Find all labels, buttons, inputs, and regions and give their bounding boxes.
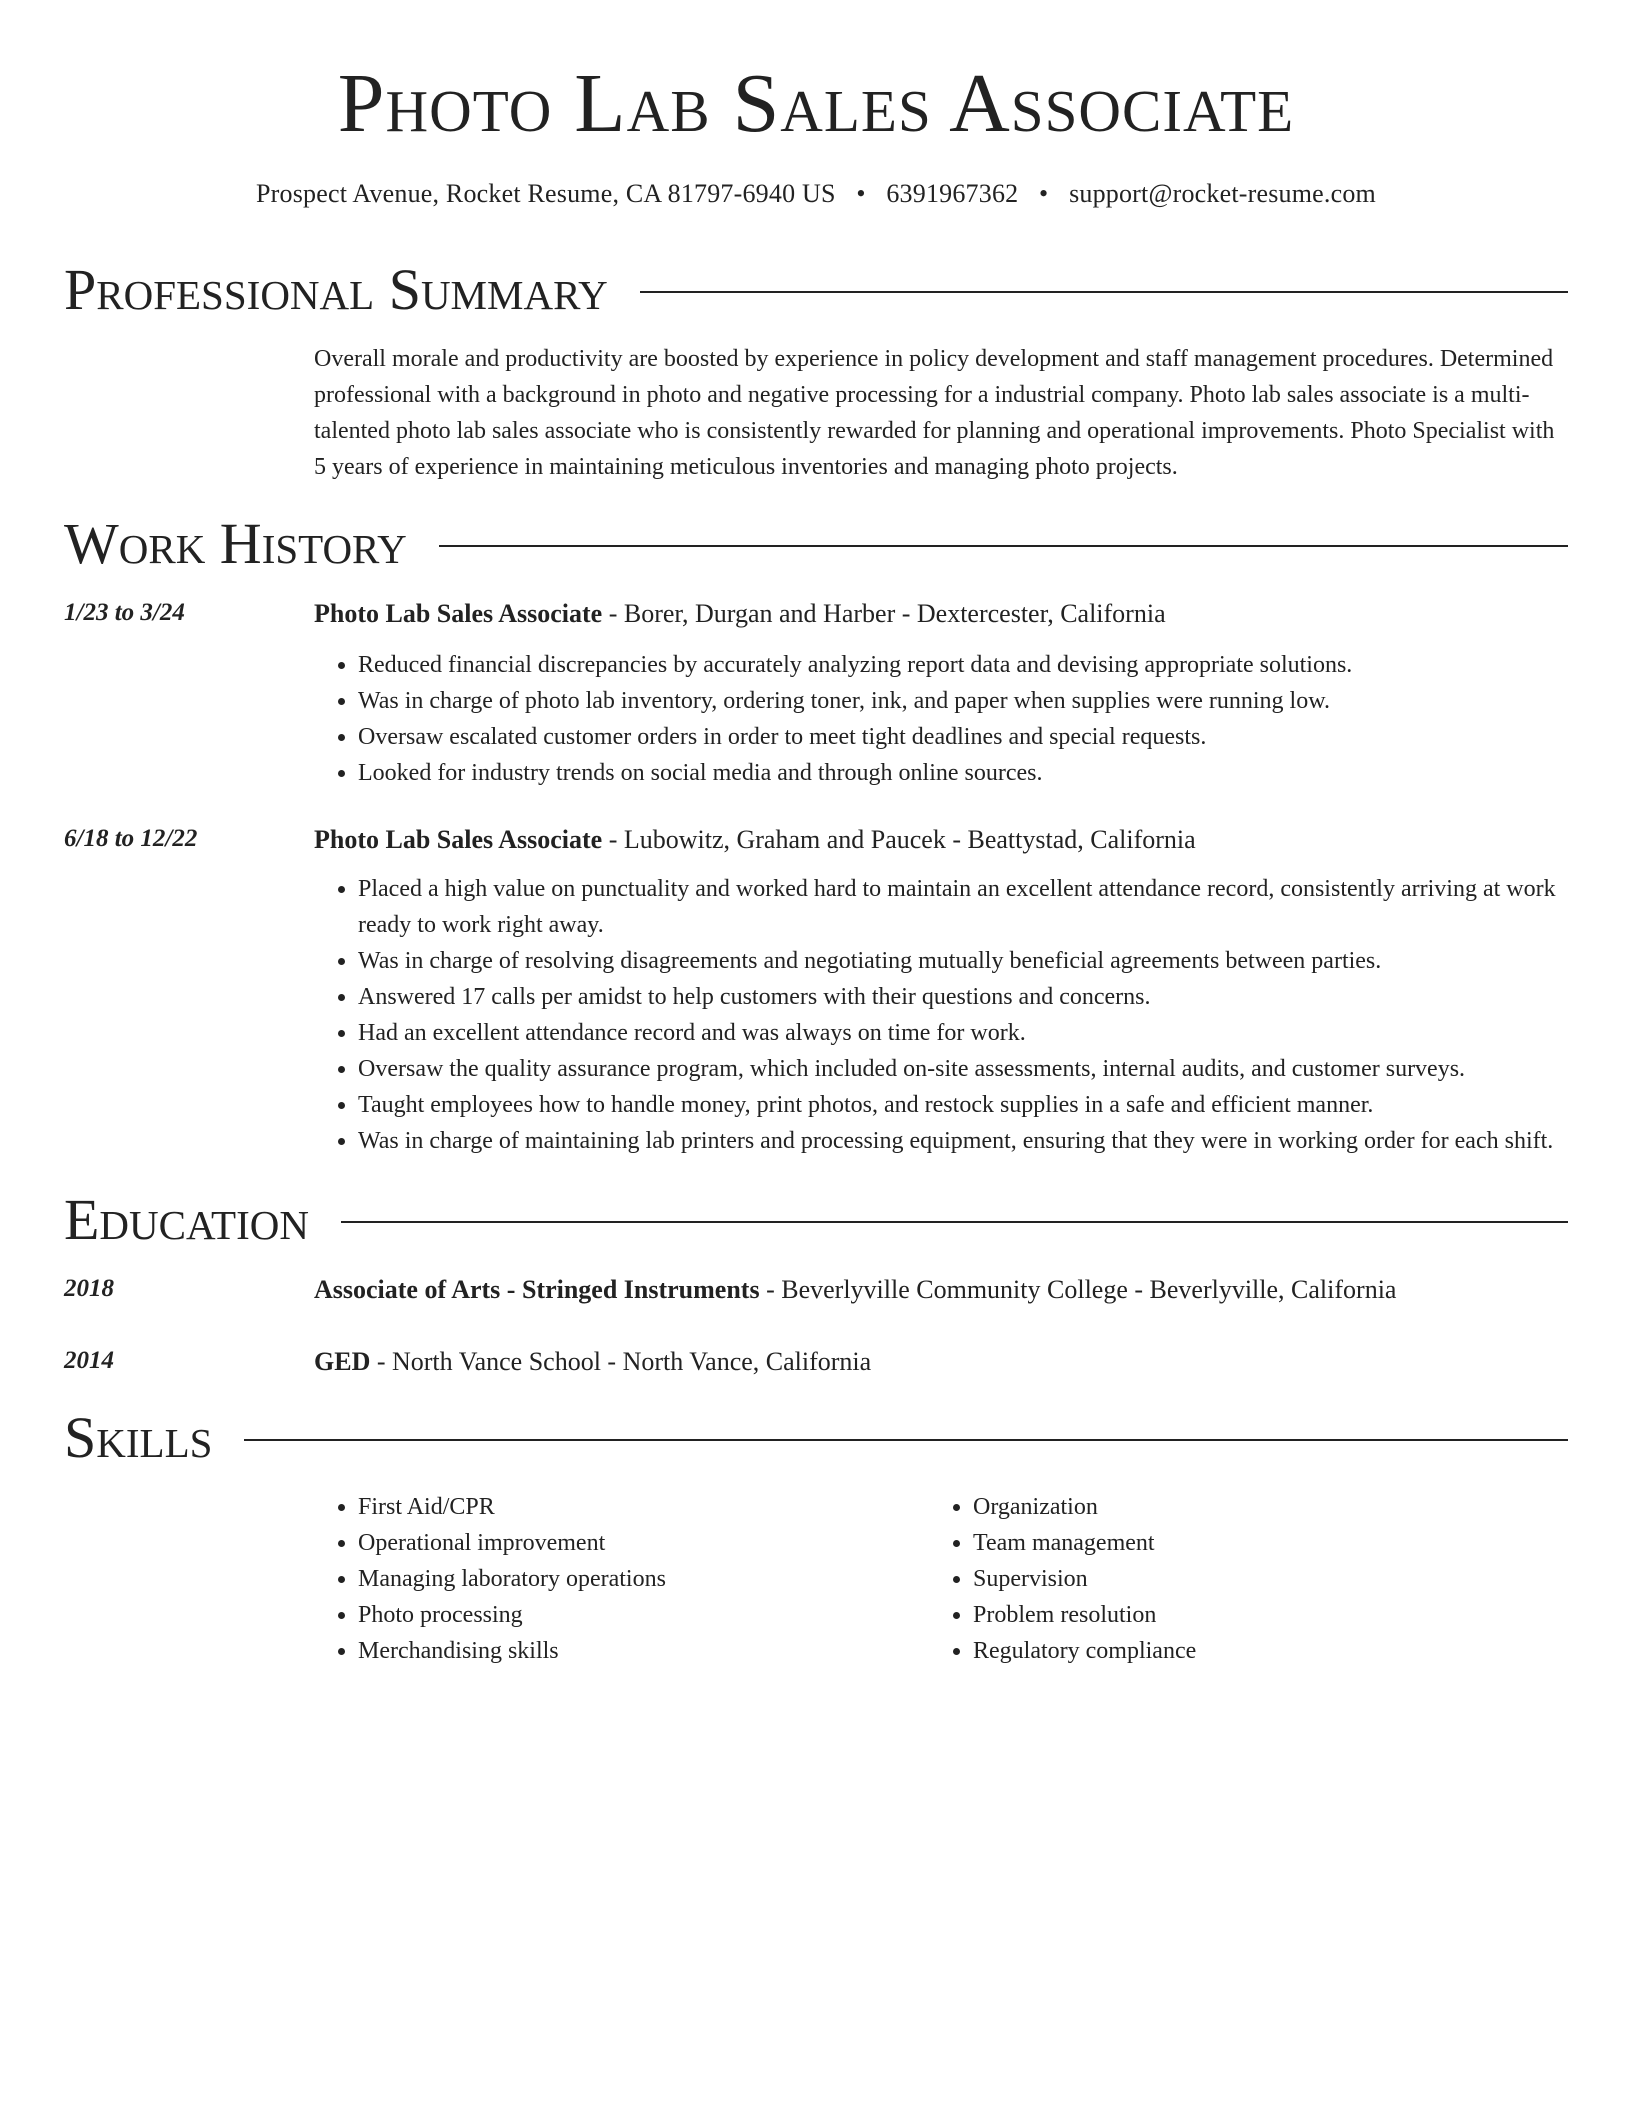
work-section-title: Work History <box>64 511 407 576</box>
list-item: • Problem resolution <box>973 1597 1544 1633</box>
job-bullets <box>314 647 1568 791</box>
list-item: • Photo processing <box>358 1597 929 1633</box>
education-entry <box>64 1275 1568 1305</box>
section-divider <box>640 291 1568 293</box>
list-item: • Regulatory compliance <box>973 1633 1544 1669</box>
education-headline <box>314 1347 1568 1377</box>
job-role: Photo Lab Sales Associate <box>314 825 603 854</box>
list-item: • Supervision <box>973 1561 1544 1597</box>
section-divider <box>244 1439 1568 1441</box>
work-section-header <box>64 511 1568 576</box>
list-item: • Answered 17 calls per amidst to help customers with their questions and concerns. <box>358 979 1568 1015</box>
contact-separator: • <box>856 179 866 208</box>
list-item: • Oversaw escalated customer orders in order to meet tight deadlines and special requests. <box>358 719 1568 755</box>
education-section-title: Education <box>64 1187 309 1252</box>
list-item: • Was in charge of resolving disagreements and negotiating mutually beneficial agreements between parties. <box>358 943 1568 979</box>
list-item: • Had an excellent attendance record and was always on time for work. <box>358 1015 1568 1051</box>
section-divider <box>439 545 1568 547</box>
skills-column-left <box>314 1489 929 1669</box>
skills-column-right <box>929 1489 1544 1669</box>
job-role: Photo Lab Sales Associate <box>314 599 603 628</box>
list-item: • Was in charge of maintaining lab printers and processing equipment, ensuring that they were in working order for each shift. <box>358 1123 1568 1159</box>
contact-line <box>64 179 1568 209</box>
summary-text: Overall morale and productivity are boosted by experience in policy development and staff management procedures. Determined professional with a background in photo and negative processing for a industrial company. Photo lab sales associate is a multi-talented photo lab sales associate who is consistently rewarded for planning and operational improvements. Photo Specialist with 5 years of experience in maintaining meticulous inventories and managing photo projects. <box>314 346 1555 480</box>
job-headline <box>314 825 1568 855</box>
contact-phone: 6391967362 <box>886 179 1019 208</box>
list-item: • Managing laboratory operations <box>358 1561 929 1597</box>
job-bullets <box>314 871 1568 1159</box>
skills-section-title: Skills <box>64 1405 213 1470</box>
education-headline <box>314 1275 1568 1305</box>
contact-separator: • <box>1039 179 1049 208</box>
education-entry <box>64 1347 1568 1377</box>
list-item: • Reduced financial discrepancies by accurately analyzing report data and devising appropriate solutions. <box>358 647 1568 683</box>
summary-section-title: Professional Summary <box>64 257 608 322</box>
list-item: • Was in charge of photo lab inventory, ordering toner, ink, and paper when supplies were running low. <box>358 683 1568 719</box>
summary-section-header <box>64 257 1568 322</box>
education-year: 2018 <box>64 1275 114 1302</box>
list-item: • Team management <box>973 1525 1544 1561</box>
section-divider <box>341 1221 1568 1223</box>
contact-address: Prospect Avenue, Rocket Resume, CA 81797-6940 US <box>256 179 836 208</box>
list-item: • Placed a high value on punctuality and worked hard to maintain an excellent attendance record, consistently arriving at work ready to work right away. <box>358 871 1568 943</box>
list-item: • Oversaw the quality assurance program, which included on-site assessments, internal audits, and customer surveys. <box>358 1051 1568 1087</box>
education-section-header <box>64 1187 1568 1252</box>
education-degree: GED <box>314 1347 371 1376</box>
education-degree: Associate of Arts - Stringed Instruments <box>314 1275 760 1304</box>
list-item: • First Aid/CPR <box>358 1489 929 1525</box>
list-item: • Operational improvement <box>358 1525 929 1561</box>
education-school: - Beverlyville Community College - Beverlyville, California <box>759 1275 1397 1304</box>
page-title: Photo Lab Sales Associate <box>337 57 1295 150</box>
job-headline <box>314 599 1568 629</box>
skills-list <box>314 1489 1568 1669</box>
job-dates: 1/23 to 3/24 <box>64 599 185 626</box>
skills-section-header <box>64 1405 1568 1470</box>
education-school: - North Vance School - North Vance, California <box>370 1347 872 1376</box>
list-item: • Organization <box>973 1489 1544 1525</box>
job-entry <box>64 825 1568 1159</box>
job-employer: - Lubowitz, Graham and Paucek - Beattystad, California <box>602 825 1196 854</box>
education-year: 2014 <box>64 1347 114 1374</box>
job-dates: 6/18 to 12/22 <box>64 825 198 852</box>
job-entry <box>64 599 1568 791</box>
job-employer: - Borer, Durgan and Harber - Dextercester, California <box>602 599 1166 628</box>
list-item: • Looked for industry trends on social media and through online sources. <box>358 755 1568 791</box>
contact-email: support@rocket-resume.com <box>1069 179 1376 208</box>
list-item: • Merchandising skills <box>358 1633 929 1669</box>
list-item: • Taught employees how to handle money, print photos, and restock supplies in a safe and efficient manner. <box>358 1087 1568 1123</box>
